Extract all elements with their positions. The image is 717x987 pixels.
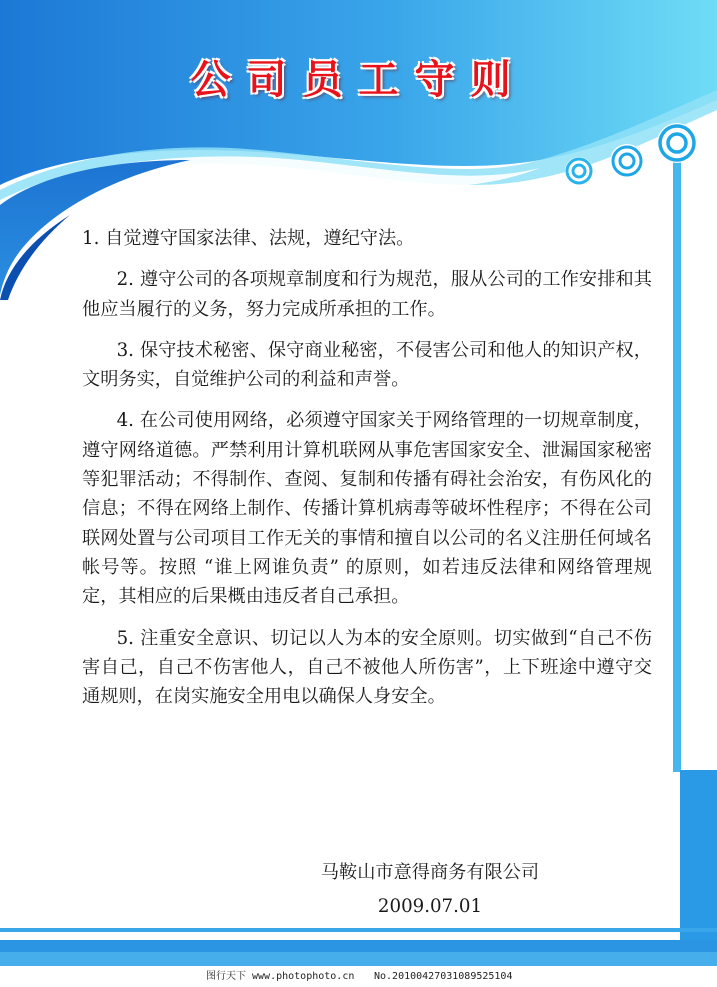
rule-2: 2. 遵守公司的各项规章制度和行为规范，服从公司的工作安排和其他应当履行的义务，努力完成所承担的工作。 <box>82 269 652 320</box>
footer-number: No.20100427031089525104 <box>374 971 513 982</box>
rule-4: 4. 在公司使用网络，必须遵守国家关于网络管理的一切规章制度，遵守网络道德。严禁利用计算机联网从事危害国家安全、泄漏国家秘密等犯罪活动；不得制作、查阅、复制和传播有碍社会治安，有伤风化的信息；不得在网络上制作、传播计算机病毒等破坏性程序；不得在公司联网处置与公司项目工作无关的事情和擅自以公司的名义注册任何域名帐号等。按照 “谁上网谁负责” 的原则，如若违反法律和网络管理规定，其相应的后果概由违反者自己承担。 <box>82 410 652 608</box>
footer-site: 图行天下 www.photophoto.cn <box>206 971 355 982</box>
page-title: 公司员工守则 <box>190 57 527 103</box>
rules-body <box>82 224 652 723</box>
rule-1: 1. 自觉遵守国家法律、法规，遵纪守法。 <box>82 228 415 249</box>
signature-date: 2009.07.01 <box>377 896 483 917</box>
rule-5: 5. 注重安全意识、切记以人为本的安全原则。切实做到“自己不伤害自己，自己不伤害他人，自己不被他人所伤害”，上下班途中遵守交通规则，在岗实施安全用电以确保人身安全。 <box>82 627 652 708</box>
company-name: 马鞍山市意得商务有限公司 <box>320 862 540 883</box>
rule-3: 3. 保守技术秘密、保守商业秘密，不侵害公司和他人的知识产权，文明务实，自觉维护公司的利益和声誉。 <box>82 339 652 391</box>
watermark-footer <box>0 966 717 987</box>
